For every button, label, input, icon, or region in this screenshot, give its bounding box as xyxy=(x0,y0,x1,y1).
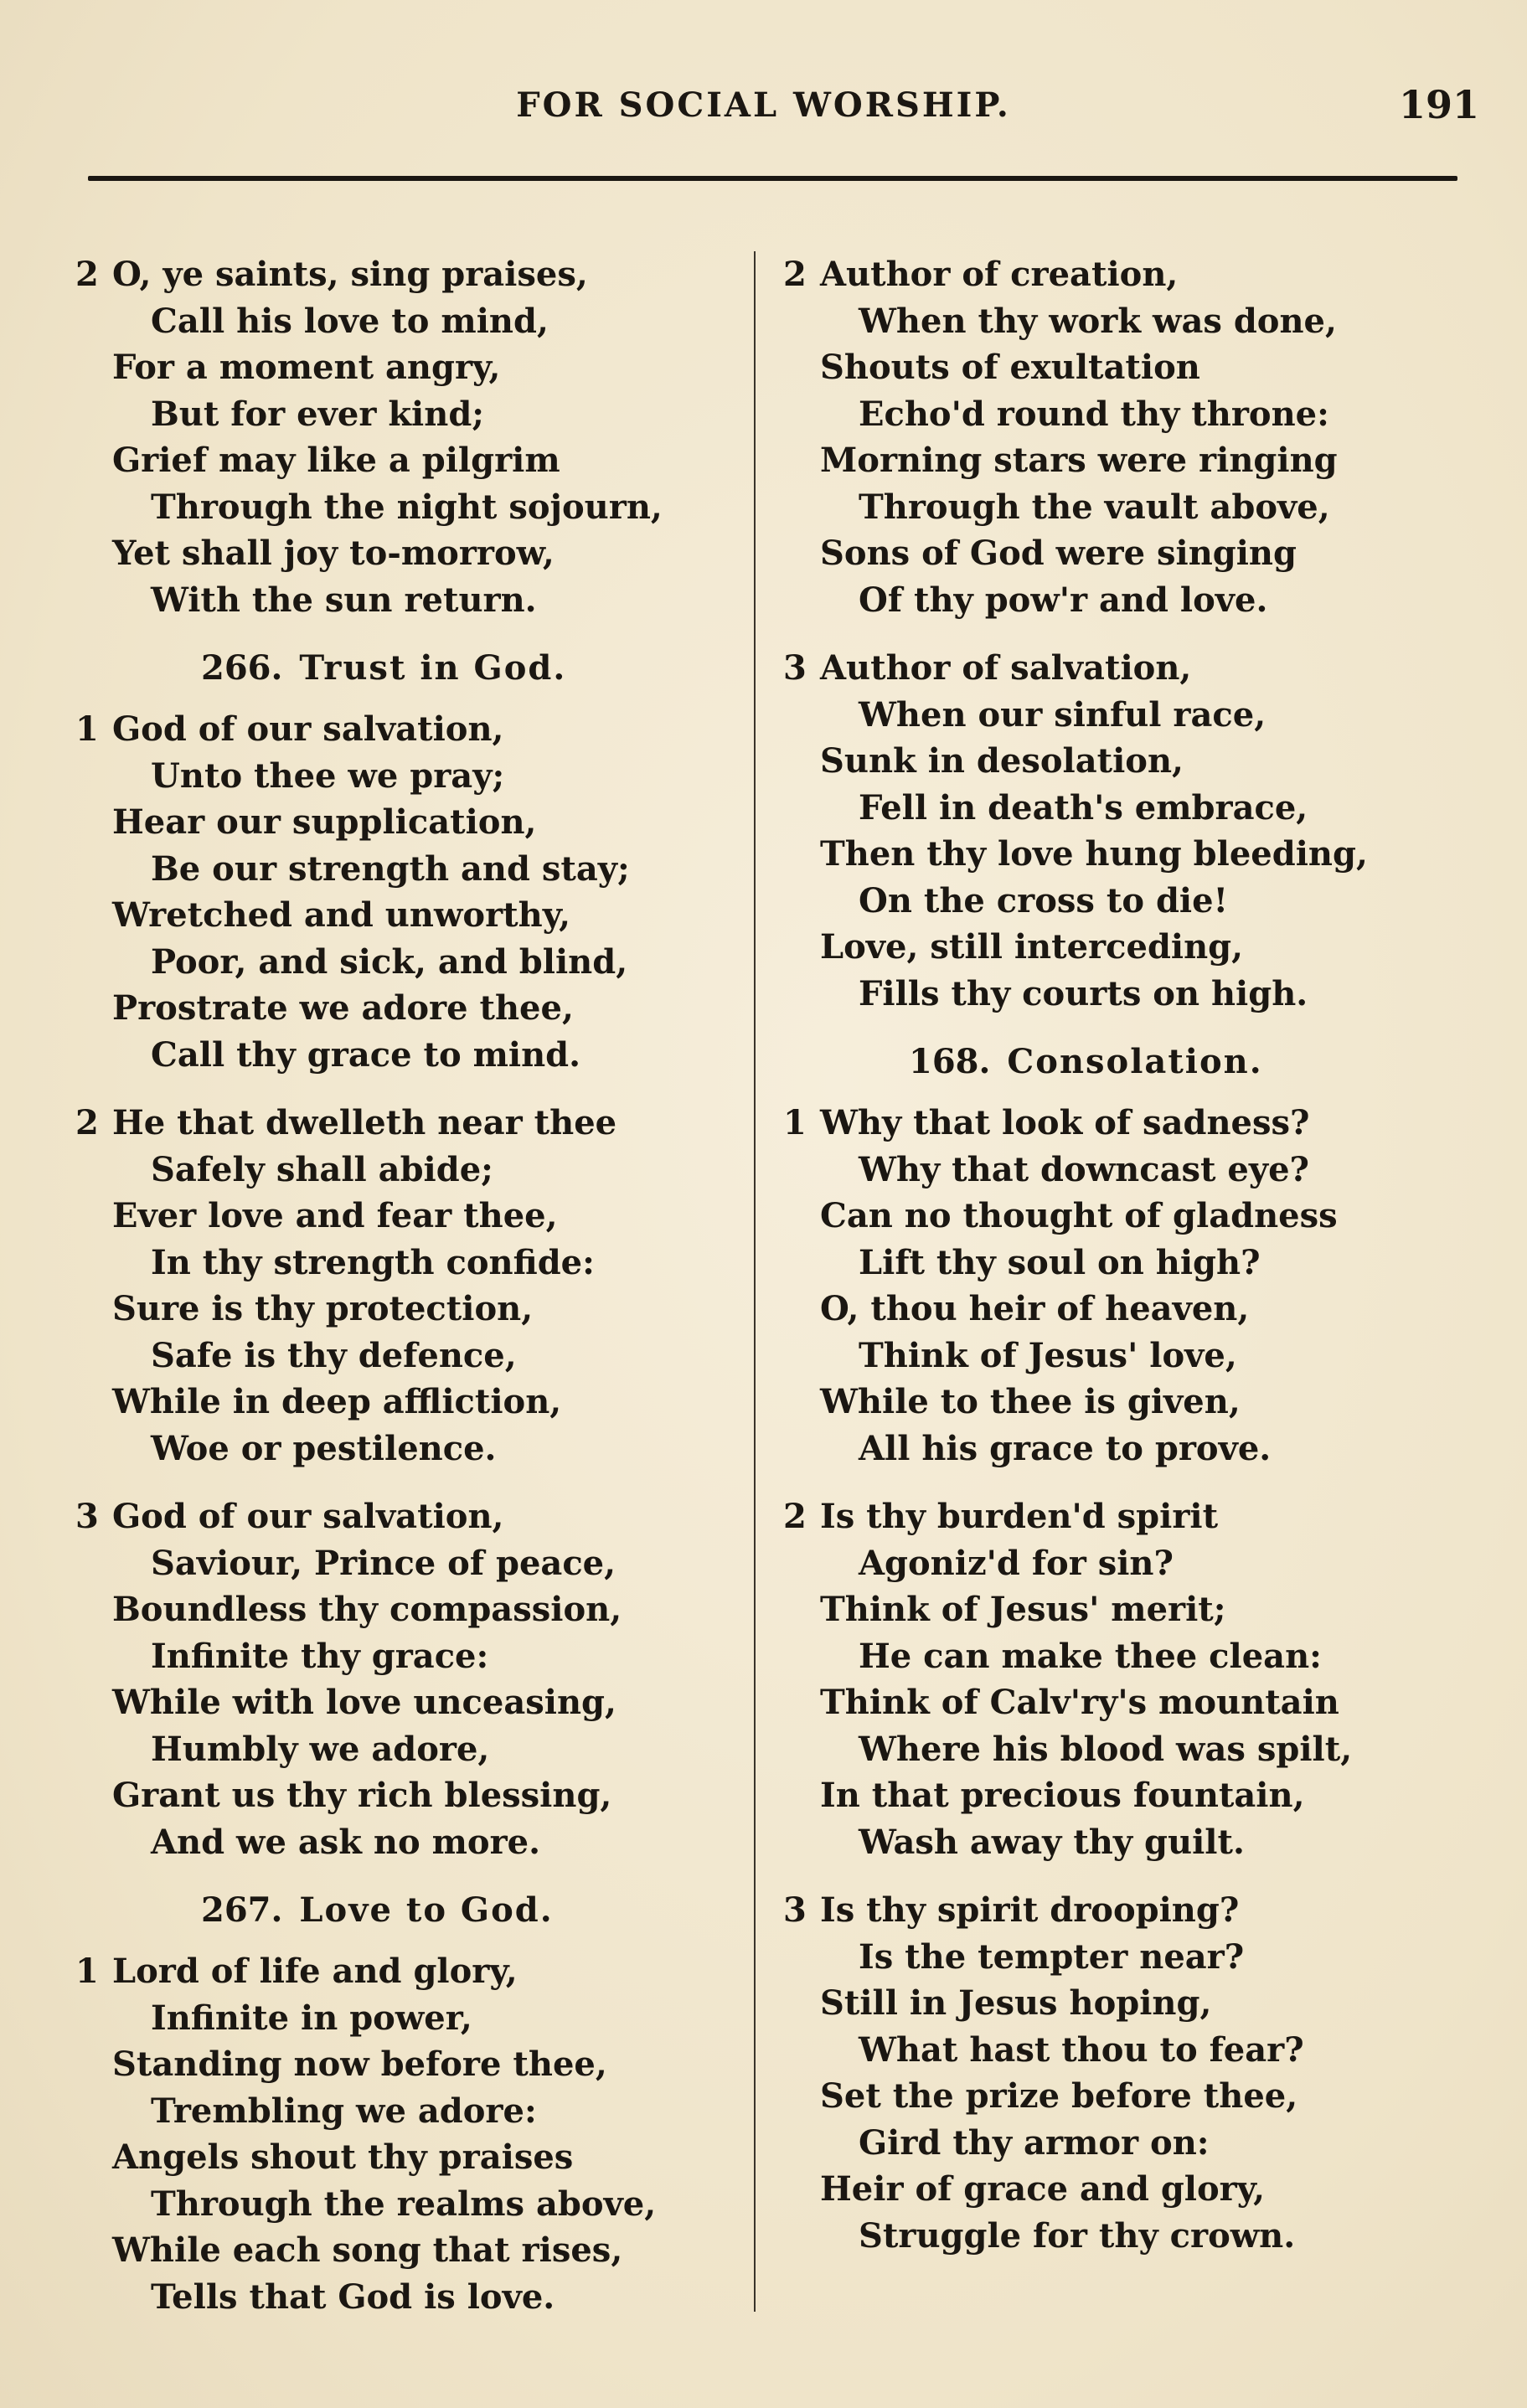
hymn-line: While with love unceasing, xyxy=(112,1683,616,1722)
stanza xyxy=(783,251,1437,623)
hymn-line: Agoniz'd for sin? xyxy=(859,1543,1174,1583)
hymn-line: Sunk in desolation, xyxy=(820,741,1184,781)
hymn-line: Poor, and sick, and blind, xyxy=(151,941,628,982)
hymn-line: Sons of God were singing xyxy=(820,534,1297,573)
hymn-line: Can no thought of gladness xyxy=(820,1196,1338,1235)
stanza-number: 2 xyxy=(783,255,807,294)
hymn-line: All his grace to prove. xyxy=(859,1428,1272,1468)
hymn-number: 267. xyxy=(201,1890,283,1930)
hymn-line: Author of creation, xyxy=(820,255,1179,294)
hymn-line: Humbly we adore, xyxy=(151,1729,490,1769)
stanza xyxy=(783,645,1437,1017)
stanza-number: 2 xyxy=(75,255,99,294)
stanza xyxy=(783,1887,1437,2259)
hymn-line: Trembling we adore: xyxy=(151,2091,537,2131)
running-title: FOR SOCIAL WORSHIP. xyxy=(516,85,1011,125)
stanza-number: 1 xyxy=(783,1103,807,1142)
column-divider xyxy=(754,251,756,2312)
hymn-line: Call his love to mind, xyxy=(151,301,549,341)
hymn-line: Love, still interceding, xyxy=(820,927,1244,967)
hymn-line: Is the tempter near? xyxy=(859,1936,1245,1977)
hymn-line: Through the realms above, xyxy=(151,2184,657,2224)
hymn-line: Fills thy courts on high. xyxy=(859,973,1308,1013)
hymn-line: Then thy love hung bleeding, xyxy=(820,834,1368,874)
hymn-line: While each song that rises, xyxy=(112,2230,623,2270)
stanza-number: 2 xyxy=(75,1103,99,1142)
hymn-line: Hear our supplication, xyxy=(112,802,537,842)
hymn-line: Think of Jesus' love, xyxy=(859,1335,1237,1375)
stanza xyxy=(783,1493,1437,1865)
hymn-line: Still in Jesus hoping, xyxy=(820,1983,1212,2023)
hymn-line: Why that downcast eye? xyxy=(859,1149,1309,1189)
stanza xyxy=(75,1948,737,2320)
hymn-line: Is thy spirit drooping? xyxy=(820,1890,1240,1930)
hymn-line: Ever love and fear thee, xyxy=(112,1196,558,1235)
hymn-line: Morning stars were ringing xyxy=(820,441,1338,480)
hymn-line: Tells that God is love. xyxy=(151,2277,555,2317)
hymn-number: 266. xyxy=(201,648,283,688)
hymn-line: Sure is thy protection, xyxy=(112,1289,534,1328)
hymn-line: Of thy pow'r and love. xyxy=(859,580,1268,620)
hymn-line: God of our salvation, xyxy=(112,709,504,749)
hymn-line: God of our salvation, xyxy=(112,1497,504,1536)
hymn-line: Infinite thy grace: xyxy=(151,1636,489,1676)
stanza-number: 1 xyxy=(75,1952,99,1991)
hymn-line: Fell in death's embrace, xyxy=(859,787,1308,828)
hymn-title: Trust in God. xyxy=(299,648,567,688)
stanza xyxy=(75,1100,737,1472)
hymn-line: For a moment angry, xyxy=(112,348,501,387)
hymn-line: But for ever kind; xyxy=(151,394,485,434)
hymn-line: Think of Calv'ry's mountain xyxy=(820,1683,1339,1722)
hymn-line: While to thee is given, xyxy=(820,1382,1241,1421)
hymn-line: Prostrate we adore thee, xyxy=(112,988,574,1028)
page-number: 191 xyxy=(1399,82,1480,127)
hymn-line: Safely shall abide; xyxy=(151,1149,493,1189)
hymn-line: Wash away thy guilt. xyxy=(859,1822,1245,1862)
hymn-line: When thy work was done, xyxy=(859,301,1337,341)
hymn-line: Safe is thy defence, xyxy=(151,1335,517,1375)
hymn-line: In thy strength confide: xyxy=(151,1242,595,1282)
hymn-line: Be our strength and stay; xyxy=(151,848,630,889)
hymn-line: Grant us thy rich blessing, xyxy=(112,1776,612,1815)
stanza xyxy=(75,706,737,1078)
hymn-line: Call thy grace to mind. xyxy=(151,1034,581,1075)
hymn-line: Is thy burden'd spirit xyxy=(820,1497,1219,1536)
hymn-line: Through the vault above, xyxy=(859,487,1330,527)
stanza xyxy=(75,1493,737,1865)
stanza xyxy=(75,251,737,623)
hymn-line: Think of Jesus' merit; xyxy=(820,1590,1226,1629)
hymn-line: Saviour, Prince of peace, xyxy=(151,1543,616,1583)
hymn-line: Struggle for thy crown. xyxy=(859,2215,1296,2256)
hymn-line: Lift thy soul on high? xyxy=(859,1242,1261,1282)
hymn-line: Unto thee we pray; xyxy=(151,755,505,796)
hymn-title: Consolation. xyxy=(1007,1042,1263,1081)
hymn-line: Boundless thy compassion, xyxy=(112,1590,622,1629)
hymn-line: And we ask no more. xyxy=(151,1822,541,1862)
hymn-number: 168. xyxy=(909,1042,991,1081)
hymn-line: He that dwelleth near thee xyxy=(112,1103,617,1142)
hymn-line: Wretched and unworthy, xyxy=(112,895,571,935)
hymn-line: Author of salvation, xyxy=(820,648,1192,688)
hymn-line: Standing now before thee, xyxy=(112,2044,607,2084)
hymn-line: Woe or pestilence. xyxy=(151,1428,497,1468)
left-column xyxy=(75,251,737,2342)
hymn-line: Grief may like a pilgrim xyxy=(112,441,560,480)
stanza-number: 3 xyxy=(783,648,807,688)
hymn-line: Shouts of exultation xyxy=(820,348,1200,387)
stanza-number: 3 xyxy=(783,1890,807,1930)
hymn-heading xyxy=(75,1887,737,1933)
hymn-line: Through the night sojourn, xyxy=(151,487,663,527)
hymn-line: Gird thy armor on: xyxy=(859,2122,1210,2163)
hymn-line: Heir of grace and glory, xyxy=(820,2169,1266,2209)
hymn-line: Echo'd round thy throne: xyxy=(859,394,1329,434)
stanza-number: 1 xyxy=(75,709,99,749)
hymn-line: Where his blood was spilt, xyxy=(859,1729,1353,1769)
stanza xyxy=(783,1100,1437,1472)
hymn-line: Set the prize before thee, xyxy=(820,2076,1298,2116)
hymn-line: Lord of life and glory, xyxy=(112,1952,518,1991)
hymn-line: Yet shall joy to-morrow, xyxy=(112,534,555,573)
stanza-number: 2 xyxy=(783,1497,807,1536)
hymn-line: He can make thee clean: xyxy=(859,1636,1322,1676)
hymn-line: On the cross to die! xyxy=(859,880,1229,920)
hymn-line: With the sun return. xyxy=(151,580,537,620)
hymn-line: Infinite in power, xyxy=(151,1998,472,2038)
hymn-line: In that precious fountain, xyxy=(820,1776,1305,1815)
stanza-number: 3 xyxy=(75,1497,99,1536)
hymn-heading xyxy=(783,1039,1437,1085)
hymn-line: When our sinful race, xyxy=(859,694,1266,735)
hymn-line: O, thou heir of heaven, xyxy=(820,1289,1250,1328)
right-column xyxy=(783,251,1437,2281)
hymn-heading xyxy=(75,645,737,691)
hymn-line: What hast thou to fear? xyxy=(859,2029,1304,2070)
hymn-line: Why that look of sadness? xyxy=(820,1103,1310,1142)
header-rule xyxy=(88,176,1457,181)
hymn-line: While in deep affliction, xyxy=(112,1382,562,1421)
hymn-line: O, ye saints, sing praises, xyxy=(112,255,588,294)
hymn-line: Angels shout thy praises xyxy=(112,2137,574,2177)
hymn-title: Love to God. xyxy=(299,1890,554,1930)
